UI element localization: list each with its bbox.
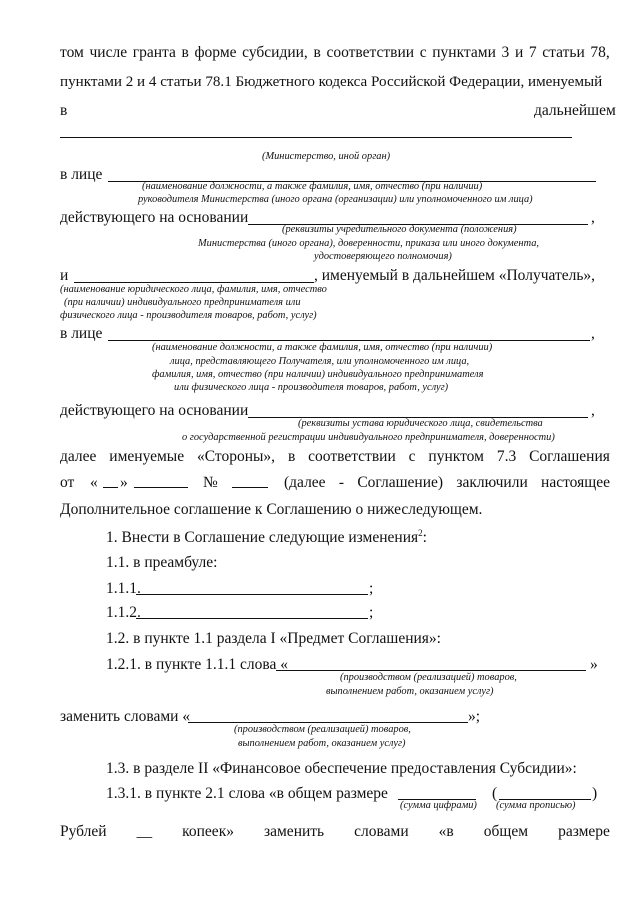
in-person-blank-line-2[interactable] bbox=[108, 340, 590, 341]
number-sign: № bbox=[203, 474, 218, 491]
date-quote-open: « bbox=[90, 474, 98, 491]
and-label: и bbox=[60, 267, 69, 284]
comma-1: , bbox=[591, 209, 595, 226]
acting-basis-label-1: действующего на основании bbox=[60, 209, 249, 226]
close-quote-semicolon: »; bbox=[468, 708, 481, 725]
caption-position-2a: (наименование должности, а также фамилия, имя, отчество (при наличии) bbox=[152, 342, 493, 353]
caption-goods-b-1: выполнением работ, оказанием услуг) bbox=[326, 686, 494, 697]
caption-position-2b: лица, представляющего Получателя, или уполномоченного им лица, bbox=[170, 356, 470, 367]
close-quote-1: » bbox=[590, 656, 598, 673]
semicolon-2: ; bbox=[369, 604, 374, 621]
caption-sum-words: (сумма прописью) bbox=[496, 800, 576, 811]
semicolon-1: ; bbox=[369, 580, 374, 597]
paragraph-line-2: пунктами 2 и 4 статьи 78.1 Бюджетного кодекса Российской Федерации, именуемый bbox=[60, 74, 603, 90]
in-person-label-2: в лице bbox=[60, 325, 103, 342]
caption-goods-a-1: (производством (реализацией) товаров, bbox=[340, 672, 517, 683]
caption-position-2c: фамилия, имя, отчество (при наличии) индивидуального предпринимателя bbox=[152, 369, 484, 380]
acting-basis-label-2: действующего на основании bbox=[60, 402, 249, 419]
item-1-2: 1.2. в пункте 1.1 раздела I «Предмет Соглашения»: bbox=[106, 630, 441, 647]
paren-close: ) bbox=[592, 785, 598, 802]
caption-goods-a-2: (производством (реализацией) товаров, bbox=[234, 724, 411, 735]
footnote-marker[interactable]: 2 bbox=[418, 527, 423, 538]
comma-2: , bbox=[591, 325, 595, 342]
additional-agreement-line: Дополнительное соглашение к Соглашению о нижеследующем. bbox=[60, 501, 483, 518]
item-1-3: 1.3. в разделе II «Финансовое обеспечение предоставления Субсидии»: bbox=[106, 760, 577, 777]
date-day-blank[interactable] bbox=[103, 487, 118, 488]
item-1-1-2-blank[interactable] bbox=[136, 618, 368, 619]
agreement-tail: (далее - Соглашение) заключили настоящее bbox=[284, 474, 610, 491]
item-1: 1. Внести в Соглашение следующие изменения$^2$: bbox=[106, 527, 427, 546]
in-person-label-1: в лице bbox=[60, 166, 103, 183]
caption-legal-b: (при наличии) индивидуального предпринимателя или bbox=[64, 297, 301, 308]
recipient-text: , именуемый в дальнейшем «Получатель», bbox=[314, 267, 596, 284]
item-1-1-2-label: 1.1.2. bbox=[106, 604, 141, 621]
paren-open: ( bbox=[492, 785, 498, 802]
paragraph-line-3-right: дальнейшем bbox=[534, 102, 616, 119]
item-1-2-1-label: 1.2.1. в пункте 1.1.1 слова « bbox=[106, 656, 288, 673]
item-1-1-1-label: 1.1.1. bbox=[106, 580, 141, 597]
date-month-blank[interactable] bbox=[134, 487, 188, 488]
caption-legal-c: физического лица - производителя товаров, работ, услуг) bbox=[60, 310, 317, 321]
item-1-1: 1.1. в преамбуле: bbox=[106, 554, 218, 571]
agreement-from-label: от bbox=[60, 474, 75, 491]
ministry-caption: (Министерство, иной орган) bbox=[262, 151, 391, 162]
caption-sum-digits: (сумма цифрами) bbox=[400, 800, 477, 811]
caption-charter-b: о государственной регистрации индивидуального предпринимателя, доверенности) bbox=[182, 432, 555, 443]
paragraph-line-1: том числе гранта в форме субсидии, в соответствии с пунктами 3 и 7 статьи 78, bbox=[60, 44, 610, 61]
item-1-3-1-words: 1.3.1. в пункте 2.1 слова «в общем размере bbox=[106, 785, 388, 802]
caption-legal-a: (наименование юридического лица, фамилия, имя, отчество bbox=[60, 284, 327, 295]
replace-with-blank[interactable] bbox=[188, 722, 468, 723]
caption-position-1a: (наименование должности, а также фамилия, имя, отчество (при наличии) bbox=[142, 181, 483, 192]
paragraph-line-3-left: в bbox=[60, 102, 68, 119]
caption-position-1b: руководителя Министерства (иного органа (организации) или уполномоченного им лица) bbox=[138, 194, 533, 205]
ministry-blank-line[interactable] bbox=[60, 137, 572, 138]
caption-requisites-1a: (реквизиты учредительного документа (положения) bbox=[282, 224, 517, 235]
last-line: Рублей __ копеек» заменить словами «в общем размере bbox=[60, 823, 610, 840]
caption-position-2d: или физического лица - производителя товаров, работ, услуг) bbox=[174, 382, 449, 393]
caption-requisites-1b: Министерства (иного органа), доверенности, приказа или иного документа, bbox=[198, 238, 539, 249]
caption-requisites-1c: удостоверяющего полномочия) bbox=[314, 251, 452, 262]
replace-with-label: заменить словами « bbox=[60, 708, 191, 725]
caption-charter-a: (реквизиты устава юридического лица, свидетельства bbox=[298, 418, 543, 429]
item-1-2-1-blank[interactable] bbox=[276, 670, 586, 671]
parties-line: далее именуемые «Стороны», в соответствии с пунктом 7.3 Соглашения bbox=[60, 448, 610, 465]
date-quote-close: » bbox=[120, 474, 128, 491]
item-1-1-1-blank[interactable] bbox=[136, 594, 368, 595]
caption-goods-b-2: выполнением работ, оказанием услуг) bbox=[238, 738, 406, 749]
agreement-number-blank[interactable] bbox=[232, 487, 268, 488]
recipient-blank-line[interactable] bbox=[74, 282, 314, 283]
comma-3: , bbox=[591, 402, 595, 419]
